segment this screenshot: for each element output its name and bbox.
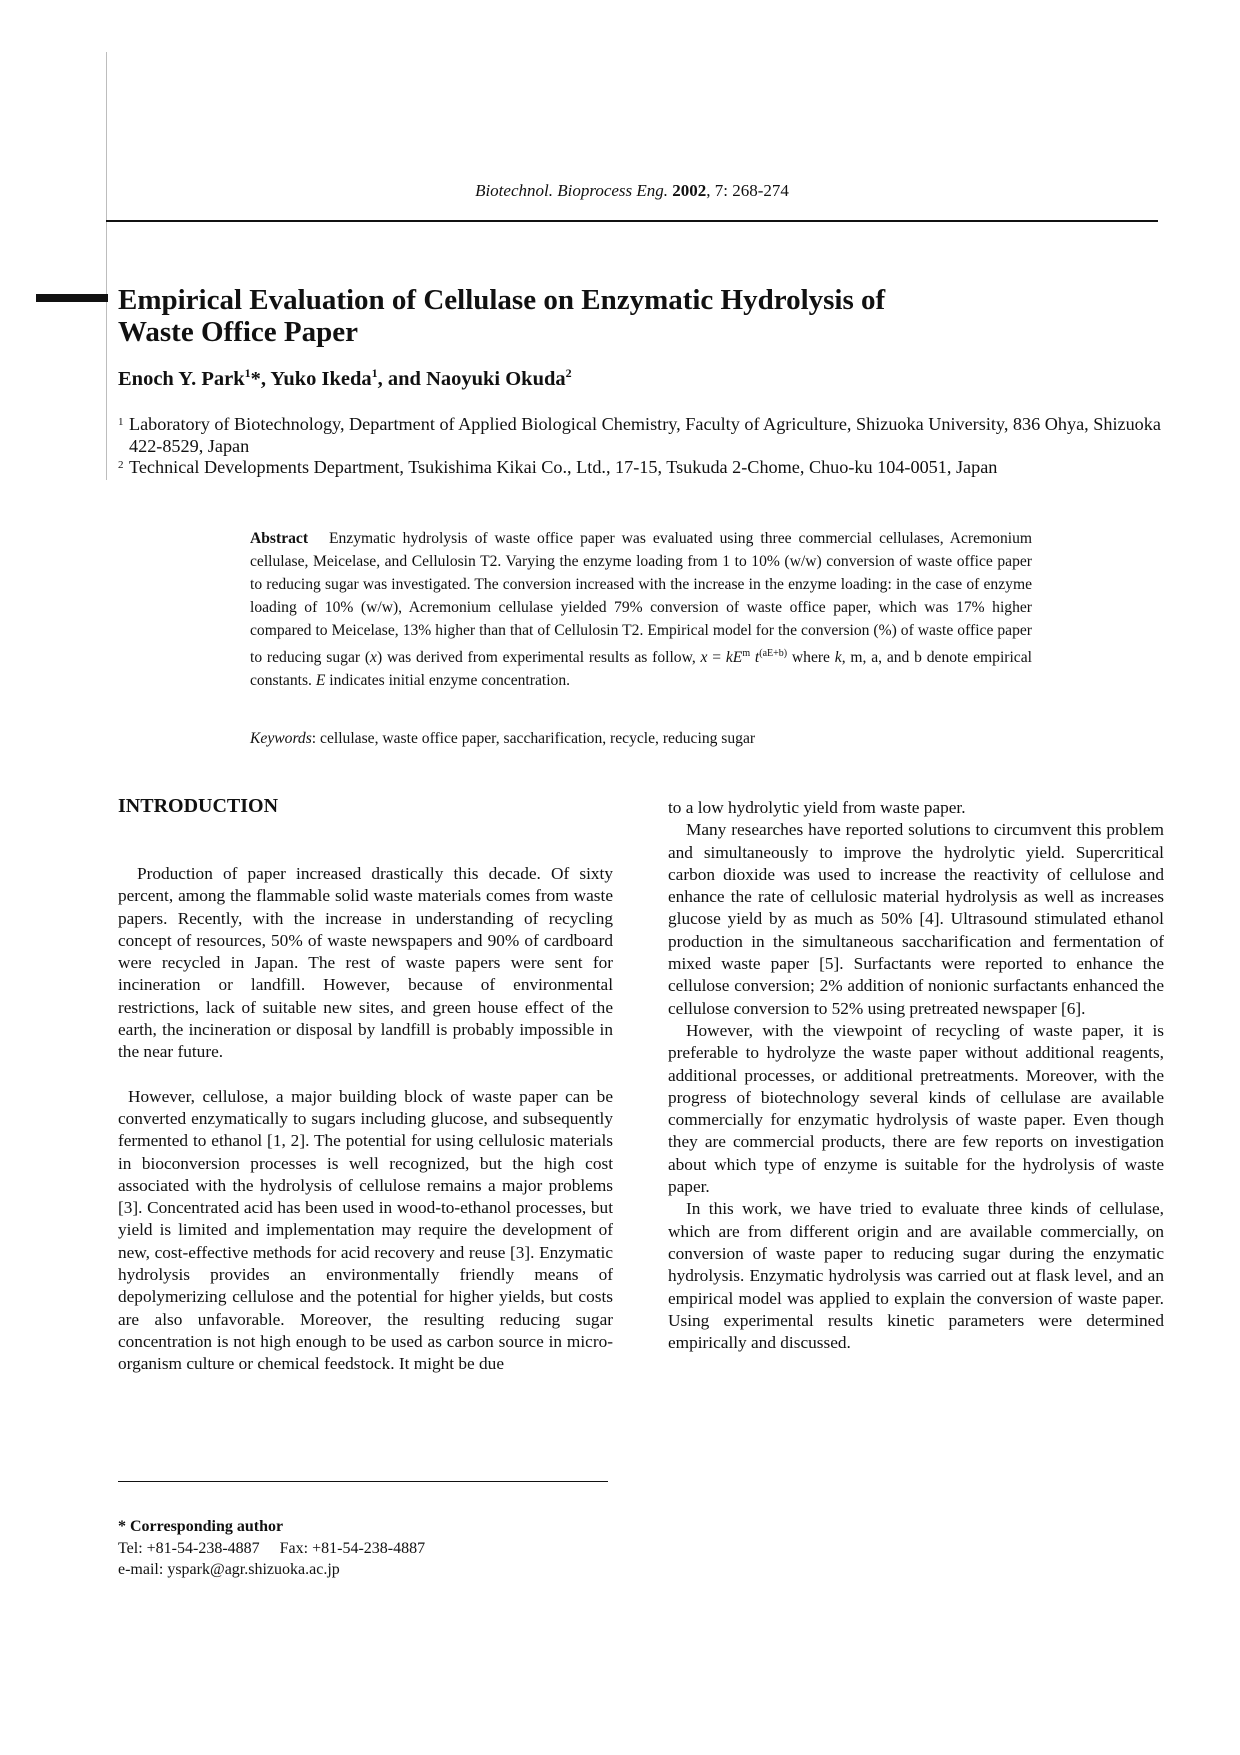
affiliation [118,457,1168,479]
journal-volume-pages: , 7: 268-274 [706,181,789,200]
header-rule [106,220,1158,222]
title-line-2: Waste Office Paper [118,316,358,348]
author-conjunction: , and [377,367,427,390]
keywords-label: Keywords [250,730,312,747]
abstract-text: ) was derived from experimental results as follow, [376,649,701,667]
margin-line [106,52,107,480]
title-line-1: Empirical Evaluation of Cellulase on Enzymatic Hydrolysis of [118,284,886,316]
journal-name: Biotechnol. Bioprocess Eng. [475,181,669,200]
footnote-heading: * Corresponding author [118,1518,284,1535]
affiliations [118,414,1168,479]
author-list [118,366,1118,391]
abstract-var: x [370,649,377,667]
text-column-left [118,863,613,1376]
paragraph: to a low hydrolytic yield from waste paper. [668,798,966,817]
footnote-tel: Tel: +81-54-238-4887 [118,1539,260,1557]
affiliation-text: Laboratory of Biotechnology, Department of Applied Biological Chemistry, Faculty of Agriculture, Shizuoka University, 836 Ohya, Shizuoka 422-8529, Japan [129,414,1161,456]
author-name: Naoyuki Okuda [426,367,566,390]
footnote [118,1516,618,1581]
abstract-text: indicates initial enzyme concentration. [325,672,571,690]
affiliation [118,414,1168,457]
abstract-text: Enzymatic hydrolysis of waste office paper was evaluated using three commercial cellulases, Acremonium cellulase, Meicelase, and Cellulosin T2. Varying the enzyme loading from 1 to 10% (w/w) conversion of waste office paper to reducing sugar was investigated. The conversion increased with the increase in the enzyme loading: in the case of enzyme loading of 10% (w/w), Acremonium cellulase yielded 79% conversion of waste office paper, which was 17% higher compared to Meicelase, 13% higher than that of Cellulosin T2. Empirical model for the conversion (%) of waste office paper to reducing sugar ( [250,530,1032,667]
author-affil-mark: 2 [565,366,572,380]
abstract-text: , m, a, and b denote empirical constants. [250,649,1032,690]
abstract-var: E [315,672,326,690]
paragraph: Many researches have reported solutions to circumvent this problem and simultaneously to improve the hydrolytic yield. Supercritical carbon dioxide was used to increase the reactivity of cellulose and enhance the rate of cellulosic material hydrolysis as well as increases glucose yield by as much as 50% [4]. Ultrasound stimulated ethanol production in the simultaneous saccharification and fermentation of mixed waste paper [5]. Surfactants were reported to enhance the cellulose conversion; 2% addition of nonionic surfactants enhanced the cellulose conversion to 52% using pretreated newspaper [6]. [668,820,1164,1018]
abstract-label: Abstract [250,530,309,547]
margin-bar [36,294,108,302]
footnote-fax: Fax: +81-54-238-4887 [279,1539,426,1557]
section-heading: INTRODUCTION [118,795,279,817]
author-affil-mark: 1 [371,366,378,380]
paper-title [118,284,1118,348]
keywords-text: : cellulase, waste office paper, saccharification, recycle, reducing sugar [311,730,756,747]
equation-equals: = [707,649,726,667]
paragraph: However, with the viewpoint of recycling of waste paper, it is preferable to hydrolyze the waste paper without additional reagents, additional processes, or additional pretreatments. Moreover, with the progress of biotechnology several kinds of cellulase are available commercially for enzymatic hydrolysis of waste paper. Even though they are commercial products, there are few reports on investigation about which type of enzyme is suitable for the hydrolysis of waste paper. [668,1020,1164,1197]
equation-exponent: (aE+b) [759,648,788,659]
equation-t: t [754,649,760,667]
footnote-contact [118,1538,618,1560]
affiliation-text: Technical Developments Department, Tsukishima Kikai Co., Ltd., 17-15, Tsukuda 2-Chome, Chuo-ku 104-0051, Japan [129,457,998,477]
equation-lhs: x [700,649,708,667]
footnote-email: e-mail: yspark@agr.shizuoka.ac.jp [118,1561,340,1578]
footnote-rule [118,1481,608,1482]
paragraph: However, cellulose, a major building block of waste paper can be converted enzymatically to sugars including glucose, and subsequently fermented to ethanol [1, 2]. The potential for using cellulosic materials in bioconversion processes is well recognized, but the high cost associated with the hydrolysis of cellulose remains a major problems [3]. Concentrated acid has been used in wood-to-ethanol processes, but yield is limited and implementation may require the development of new, cost-effective methods for acid recovery and reuse [3]. Enzymatic hydrolysis provides an environmentally friendly means of depolymerizing cellulose and the potential for higher yields, but costs are also unfavorable. Moreover, the resulting reducing sugar concentration is not high enough to be used as carbon source in micro-organism culture or chemical feedstock. It might be due [118,1086,613,1374]
keywords [250,730,1032,748]
equation-exponent-m: m [742,648,751,659]
abstract-var: k [834,649,842,667]
author-name: Enoch Y. Park [118,367,245,390]
author-affil-mark: 1 [244,366,251,380]
journal-header [106,181,1158,201]
author-name: Yuko Ikeda [270,367,372,390]
journal-year: 2002 [672,181,707,200]
paragraph: Production of paper increased drastically this decade. Of sixty percent, among the flammable solid waste materials comes from waste papers. Recently, with the increase in understanding of recycling concept of resources, 50% of waste newspapers and 90% of cardboard were recycled in Japan. The rest of waste papers were sent for incineration or landfill. However, because of environmental restrictions, lack of suitable new sites, and green house effect of the earth, the incineration or disposal by landfill is probably impossible in the near future. [118,864,613,1062]
paragraph: In this work, we have tried to evaluate three kinds of cellulase, which are from different origin and are available commercially, on conversion of waste paper to reducing sugar during the enzymatic hydrolysis. Enzymatic hydrolysis was carried out at flask level, and an empirical model was applied to explain the conversion of waste paper. Using experimental results kinetic parameters were determined empirically and discussed. [668,1199,1164,1353]
affiliation-number: 2 [118,459,124,471]
abstract-text: where [787,649,835,667]
corresponding-mark: *, [250,367,271,390]
equation-k: kE [725,649,743,667]
affiliation-number: 1 [118,416,124,428]
text-column-right [668,797,1164,1354]
abstract [250,527,1032,692]
